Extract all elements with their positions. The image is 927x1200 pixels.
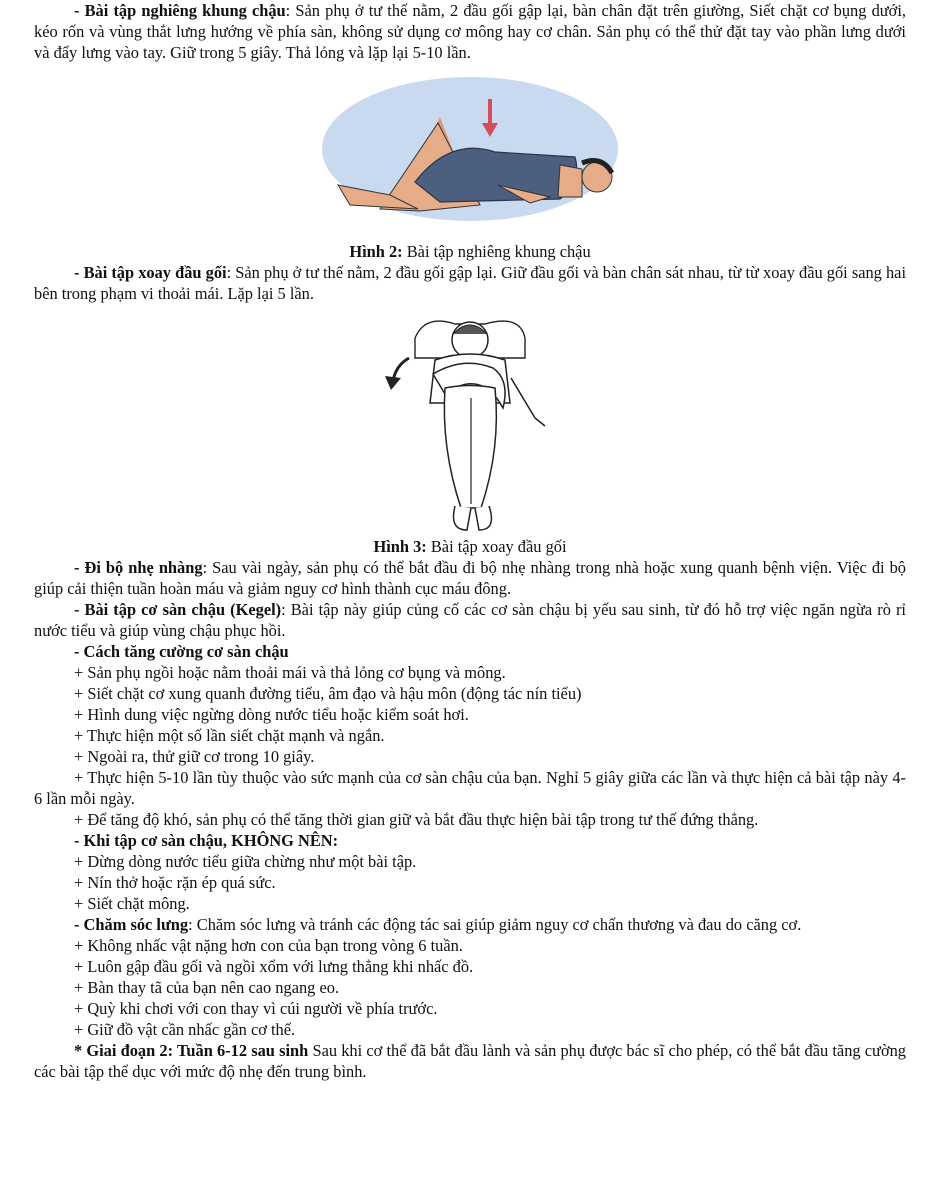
- heading-pelvic-floor-donts: - Khi tập cơ sàn chậu, KHÔNG NÊN:: [74, 831, 339, 850]
- figure-2-caption: Hình 2: Bài tập nghiêng khung chậu: [349, 242, 591, 261]
- list-item: + Giữ đồ vật cần nhấc gần cơ thể.: [74, 1020, 296, 1039]
- list-item: + Để tăng độ khó, sản phụ có thể tăng thời gian giữ và bắt đầu thực hiện bài tập trong tư thế đứng thẳng.: [74, 810, 759, 829]
- paragraph-kegel: - Bài tập cơ sàn chậu (Kegel): Bài tập này giúp củng cố các cơ sàn chậu bị yếu sau sinh, từ đó hỗ trợ việc ngăn ngừa rò rỉ nước tiểu và giúp vùng chậu phục hồi.: [34, 600, 906, 640]
- paragraph-back-care: - Chăm sóc lưng: Chăm sóc lưng và tránh các động tác sai giúp giảm nguy cơ chấn thương và đau do căng cơ.: [74, 915, 802, 934]
- list-item: + Siết chặt mông.: [74, 894, 190, 913]
- paragraph-gentle-walking: - Đi bộ nhẹ nhàng: Sau vài ngày, sản phụ có thể bắt đầu đi bộ nhẹ nhàng trong nhà hoặc xung quanh bệnh viện. Việc đi bộ giúp cải thiện tuần hoàn máu và giảm nguy cơ hình thành cục máu đông.: [34, 558, 906, 598]
- list-item: + Ngoài ra, thử giữ cơ trong 10 giây.: [74, 747, 315, 766]
- list-item: + Không nhấc vật nặng hơn con của bạn trong vòng 6 tuần.: [74, 936, 463, 955]
- list-item: + Nín thở hoặc rặn ép quá sức.: [74, 873, 276, 892]
- paragraph-knee-rotation: - Bài tập xoay đầu gối: Sản phụ ở tư thế nằm, 2 đầu gối gập lại. Giữ đầu gối và bàn chân sát nhau, từ từ xoay đầu gối sang hai bên trong phạm vi thoải mái. Lặp lại 5 lần.: [34, 263, 906, 303]
- heading-pelvic-floor-strengthening: - Cách tăng cường cơ sàn chậu: [74, 642, 289, 661]
- list-item: + Thực hiện một số lần siết chặt mạnh và ngắn.: [74, 726, 385, 745]
- list-item: + Dừng dòng nước tiểu giữa chừng như một bài tập.: [74, 852, 417, 871]
- list-item: + Hình dung việc ngừng dòng nước tiểu hoặc kiểm soát hơi.: [74, 705, 469, 724]
- list-item: + Sản phụ ngồi hoặc nằm thoải mái và thả lỏng cơ bụng và mông.: [74, 663, 506, 682]
- figure-pelvic-tilt-illustration: [320, 77, 620, 235]
- list-item: + Siết chặt cơ xung quanh đường tiểu, âm đạo và hậu môn (động tác nín tiểu): [74, 684, 582, 703]
- list-item: + Quỳ khi chơi với con thay vì cúi người về phía trước.: [74, 999, 438, 1018]
- paragraph-pelvic-tilt: - Bài tập nghiêng khung chậu: Sản phụ ở tư thế nằm, 2 đầu gối gập lại, bàn chân đặt trên giường, Siết chặt cơ bụng dưới, kéo rốn và vùng thắt lưng hướng về phía sàn, không sử dụng cơ mông hay cơ chân. Sản phụ có thể thử đặt tay vào phần lưng dưới và đẩy lưng vào tay. Giữ trong 5 giây. Thả lỏng và lặp lại 5-10 lần.: [34, 1, 907, 62]
- figure-knee-rotation-illustration: [385, 308, 555, 538]
- list-item: + Thực hiện 5-10 lần tùy thuộc vào sức mạnh của cơ sàn chậu của bạn. Nghỉ 5 giây giữa các lần và thực hiện cả bài tập này 4-6 lần mỗi ngày.: [34, 768, 906, 808]
- paragraph-stage-2: * Giai đoạn 2: Tuần 6-12 sau sinh Sau khi cơ thể đã bắt đầu lành và sản phụ được bác sĩ cho phép, có thể bắt đầu tăng cường các bài tập thể dục với mức độ nhẹ đến trung bình.: [34, 1041, 906, 1081]
- figure-3-caption: Hình 3: Bài tập xoay đầu gối: [373, 537, 567, 556]
- list-item: + Luôn gập đầu gối và ngồi xổm với lưng thẳng khi nhấc đồ.: [74, 957, 474, 976]
- document-page: [34, 0, 906, 1082]
- list-item: + Bàn thay tã của bạn nên cao ngang eo.: [74, 978, 340, 997]
